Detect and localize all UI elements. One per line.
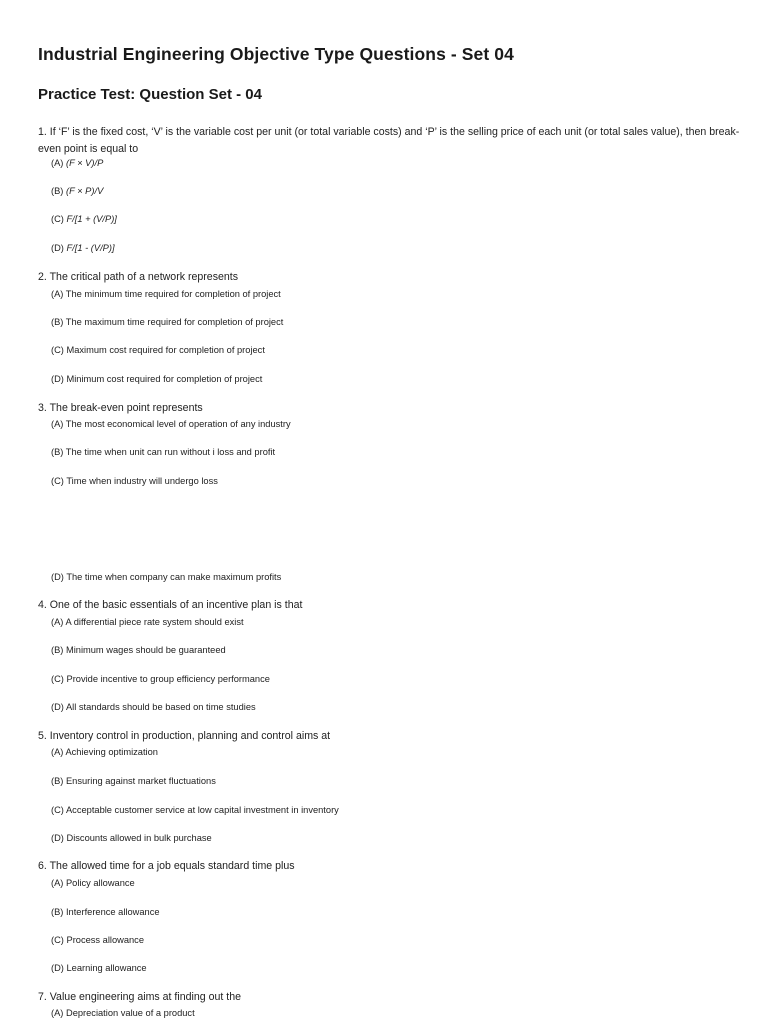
q6-option-d: (D) Learning allowance: [51, 963, 147, 973]
q6-option-b: (B) Interference allowance: [51, 907, 160, 917]
q5-option-d: (D) Discounts allowed in bulk purchase: [51, 833, 212, 843]
page-title: Industrial Engineering Objective Type Questions - Set 04: [38, 44, 514, 64]
q5-option-b: (B) Ensuring against market fluctuations: [51, 776, 216, 786]
q5-option-c: (C) Acceptable customer service at low capital investment in inventory: [51, 805, 339, 815]
q3-option-c: (C) Time when industry will undergo loss: [51, 476, 218, 486]
q1-option-d: (D) F/[1 - (V/P)]: [51, 243, 115, 253]
q5-option-a: (A) Achieving optimization: [51, 747, 158, 757]
question-7: 7. Value engineering aims at finding out the: [38, 991, 241, 1003]
q4-option-a: (A) A differential piece rate system should exist: [51, 617, 244, 627]
question-5: 5. Inventory control in production, planning and control aims at: [38, 730, 331, 742]
q3-option-d: (D) The time when company can make maximum profits: [51, 572, 282, 582]
q7-option-a: (A) Depreciation value of a product: [51, 1008, 195, 1018]
question-3: 3. The break-even point represents: [38, 402, 203, 414]
q2-option-c: (C) Maximum cost required for completion of project: [51, 345, 265, 355]
q4-option-c: (C) Provide incentive to group efficiency performance: [51, 674, 270, 684]
question-1: 1. If ‘F’ is the fixed cost, ‘V’ is the variable cost per unit (or total variable costs) and ‘P’ is the selling price of each unit (or total sales value), then break-even point is equal to: [38, 126, 740, 155]
q2-option-d: (D) Minimum cost required for completion of project: [51, 374, 263, 384]
q3-option-a: (A) The most economical level of operation of any industry: [51, 419, 291, 429]
q1-option-c: (C) F/[1 + (V/P)]: [51, 214, 117, 224]
page-subtitle: Practice Test: Question Set - 04: [38, 86, 262, 103]
question-6: 6. The allowed time for a job equals standard time plus: [38, 860, 295, 872]
q4-option-d: (D) All standards should be based on time studies: [51, 702, 256, 712]
q1-option-b: (B) (F × P)/V: [51, 186, 104, 196]
q4-option-b: (B) Minimum wages should be guaranteed: [51, 645, 226, 655]
q2-option-b: (B) The maximum time required for completion of project: [51, 317, 284, 327]
q6-option-a: (A) Policy allowance: [51, 878, 135, 888]
question-2: 2. The critical path of a network represents: [38, 271, 239, 283]
q1-option-a: (A) (F × V)/P: [51, 158, 104, 168]
q2-option-a: (A) The minimum time required for completion of project: [51, 289, 281, 299]
q6-option-c: (C) Process allowance: [51, 935, 145, 945]
q3-option-b: (B) The time when unit can run without i loss and profit: [51, 447, 276, 457]
question-4: 4. One of the basic essentials of an incentive plan is that: [38, 599, 303, 611]
